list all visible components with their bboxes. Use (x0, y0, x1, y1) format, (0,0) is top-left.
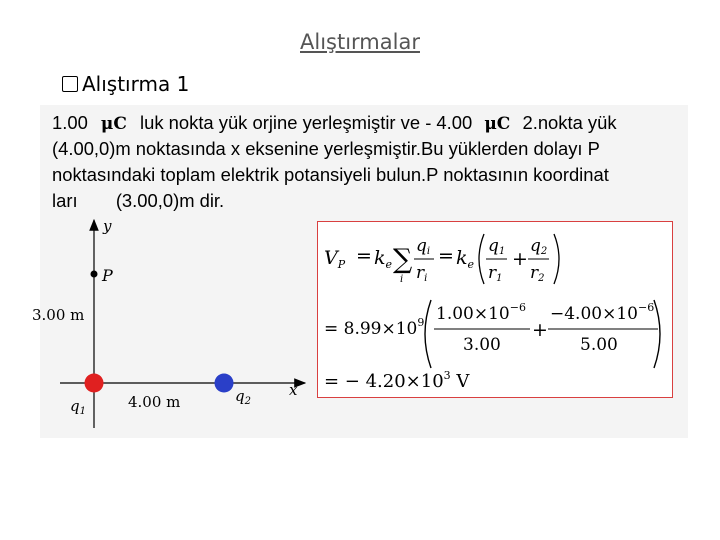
problem-line-4 (52, 188, 687, 214)
svg-text:q2: q2 (530, 236, 548, 257)
svg-text:r2: r2 (530, 263, 545, 284)
svg-text:i: i (400, 274, 404, 285)
point-p-marker (91, 271, 98, 278)
microcoulomb-unit: μC (100, 114, 127, 134)
svg-text:ri: ri (416, 263, 428, 284)
bullet-item (62, 72, 189, 96)
svg-text:ke: $k_e$ (374, 247, 393, 271)
svg-text:r1: r1 (488, 263, 503, 284)
checkbox-bullet-icon (62, 76, 78, 92)
charge1-value: 1.00 (52, 112, 88, 133)
solution-box (317, 221, 673, 398)
charge-q1-label: $q_1$ (70, 397, 86, 417)
svg-text:qi: qi (416, 236, 431, 257)
y-axis-label: y (103, 217, 112, 235)
svg-text:=: = (356, 245, 372, 267)
distance-y-label: 3.00 m (32, 306, 85, 324)
summation-symbol: ∑ (393, 244, 413, 275)
svg-text:5.00: 5.00 (580, 335, 618, 355)
svg-text:3.00: 3.00 (463, 335, 501, 355)
distance-x-label: 4.00 m (128, 393, 181, 411)
svg-text:1.00×10−6: $1.00\times 10^{-6}$ (436, 301, 526, 324)
svg-text:= 8.99×109: = $8.99\times 10^9$ (324, 316, 425, 339)
svg-text:=: = (438, 245, 454, 267)
problem-text-segment: (3.00,0)m dir. (115, 190, 225, 211)
problem-line-3: noktasındaki toplam elektrik potansiyeli bulun.P noktasının koordinat (52, 164, 609, 185)
charge-diagram (30, 215, 310, 430)
problem-text (52, 110, 687, 214)
problem-text-segment: 2.nokta yük (522, 112, 617, 133)
bullet-label: Alıştırma 1 (82, 72, 190, 96)
charge-q2-label: $q_2$ (235, 387, 251, 407)
charge-q1-marker (85, 374, 104, 393)
slide-title: Alıştırmalar (300, 30, 420, 54)
problem-text-segment: ları (52, 190, 78, 211)
formula-line-1 (324, 234, 559, 285)
x-axis-label: x (289, 381, 298, 399)
problem-line-2: (4.00,0)m noktasında x eksenine yerleşmiştir.Bu yüklerden dolayı P (52, 138, 600, 159)
svg-text:q1: q1 (488, 236, 506, 257)
charge-q2-marker (215, 374, 234, 393)
svg-text:+: + (512, 248, 528, 270)
microcoulomb-unit: μC (484, 114, 511, 134)
svg-text:ke: $k_e$ (456, 247, 475, 271)
problem-line-1 (52, 110, 687, 136)
svg-text:VP: $V_P$ (324, 247, 346, 271)
svg-text:−4.00×10−6: $-4.00\times 10^{-6}$ (550, 301, 655, 324)
problem-text-segment: luk nokta yük orjine yerleşmiştir ve - 4.00 (140, 112, 473, 133)
svg-text:+: + (532, 319, 548, 341)
formula-line-2 (324, 300, 660, 368)
formula-line-3 (324, 369, 470, 392)
point-p-label: P (102, 266, 113, 285)
svg-text:= − 4.20×103 V: = − $4.20\times 10^3$ V (324, 369, 470, 392)
